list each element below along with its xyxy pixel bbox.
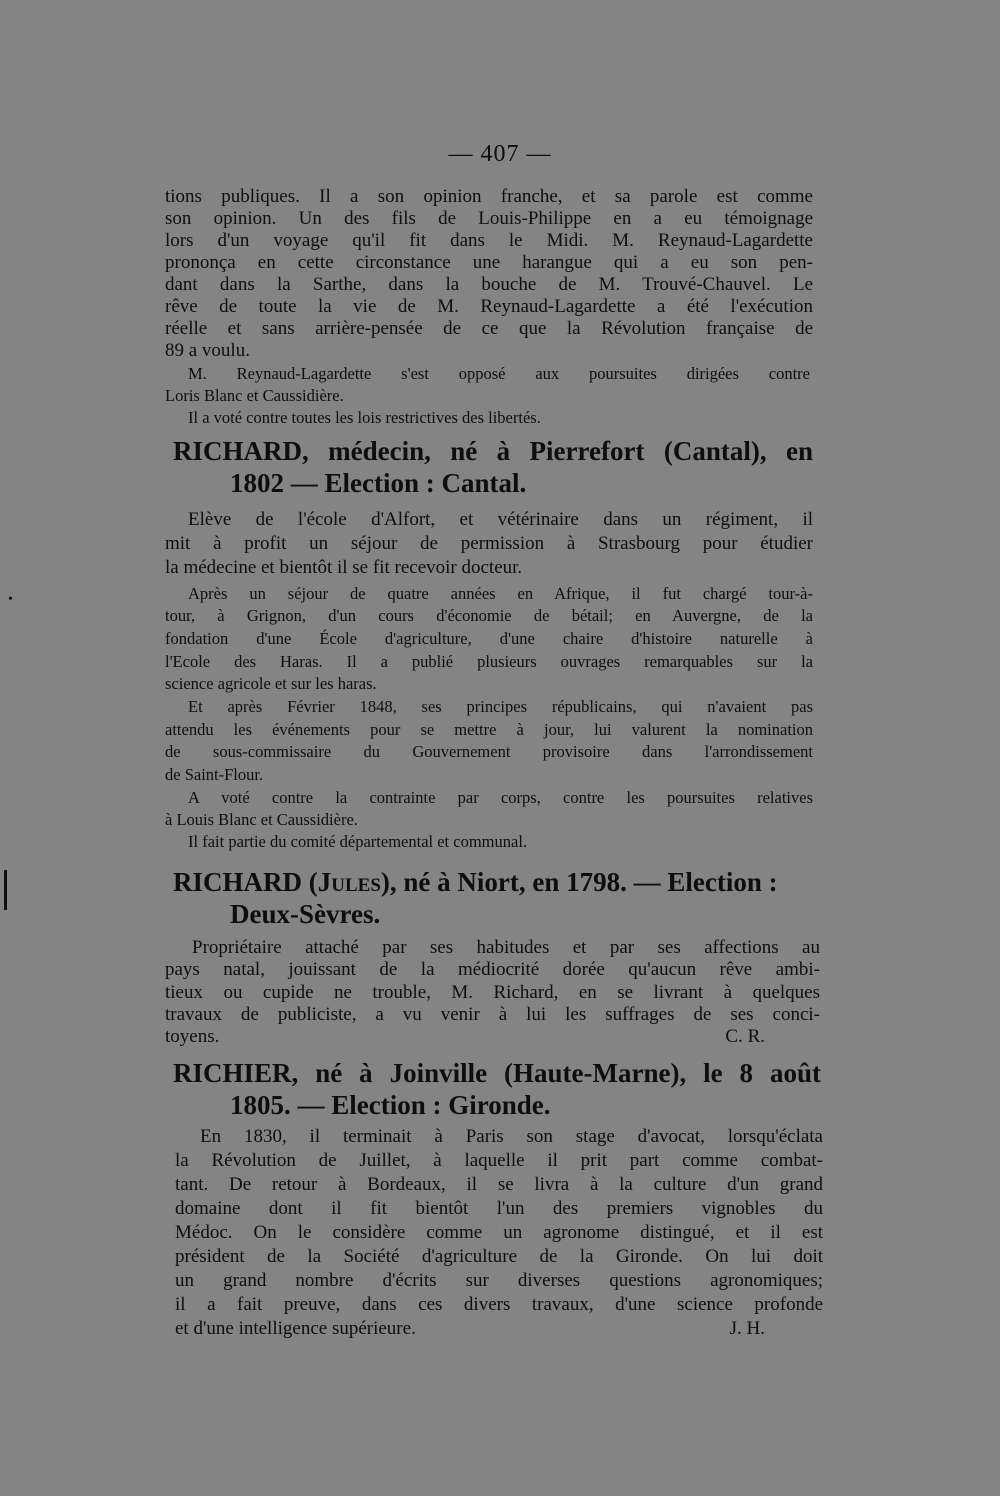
text-line: de sous-commissaire du Gouvernement provisoire dans l'arrondissement bbox=[165, 742, 813, 761]
text-line: la Révolution de Juillet, à laquelle il prit part comme combat- bbox=[175, 1150, 823, 1171]
text-line: tour, à Grignon, d'un cours d'économie de bétail; en Auvergne, de la bbox=[165, 606, 813, 625]
entry-heading-richard-jules-line2: Deux-Sèvres. bbox=[230, 899, 381, 929]
text-line: tieux ou cupide ne trouble, M. Richard, en se livrant à quelques bbox=[165, 982, 820, 1003]
heading-first-name: Jules bbox=[317, 867, 381, 897]
text-line: pays natal, jouissant de la médiocrité dorée qu'aucun rêve ambi- bbox=[165, 959, 820, 980]
signature: C. R. bbox=[725, 1026, 765, 1047]
scan-edge-mark bbox=[4, 870, 7, 910]
text-line: Loris Blanc et Caussidière. bbox=[165, 386, 344, 405]
entry-heading-richard-line2: 1802 — Election : Cantal. bbox=[230, 468, 527, 498]
text-line: Il a voté contre toutes les lois restrictives des libertés. bbox=[188, 408, 541, 427]
text-line-end: toyens. bbox=[165, 1026, 220, 1047]
text-line: mit à profit un séjour de permission à Strasbourg pour étudier bbox=[165, 533, 813, 554]
text-line: l'Ecole des Haras. Il a publié plusieurs ouvrages remarquables sur la bbox=[165, 652, 813, 671]
text-line: dant dans la Sarthe, dans la bouche de M. Trouvé-Chauvel. Le bbox=[165, 274, 813, 295]
text-line: un grand nombre d'écrits sur diverses questions agronomiques; bbox=[175, 1270, 823, 1291]
heading-rest: ), né à Niort, en 1798. — Election : bbox=[380, 867, 778, 897]
text-line: la médecine et bientôt il se fit recevoir docteur. bbox=[165, 557, 523, 578]
heading-name: RICHARD ( bbox=[173, 867, 318, 897]
text-line: Médoc. On le considère comme un agronome distingué, et il est bbox=[175, 1222, 823, 1243]
text-line: M. Reynaud-Lagardette s'est opposé aux poursuites dirigées contre bbox=[188, 364, 810, 383]
text-line: son opinion. Un des fils de Louis-Philippe en a eu témoignage bbox=[165, 208, 813, 229]
text-line: lors d'un voyage qu'il fit dans le Midi. M. Reynaud-Lagardette bbox=[165, 230, 813, 251]
page-number: — 407 — bbox=[448, 141, 552, 167]
text-line-end: et d'une intelligence supérieure. bbox=[175, 1318, 416, 1339]
text-line: à Louis Blanc et Caussidière. bbox=[165, 810, 358, 829]
text-line: président de la Société d'agriculture de la Gironde. On lui doit bbox=[175, 1246, 823, 1267]
text-line: de Saint-Flour. bbox=[165, 765, 264, 784]
text-line: travaux de publiciste, a vu venir à lui les suffrages de ses conci- bbox=[165, 1004, 820, 1025]
text-line: Propriétaire attaché par ses habitudes et par ses affections au bbox=[192, 937, 820, 958]
text-line: fondation d'une École d'agriculture, d'une chaire d'histoire naturelle à bbox=[165, 629, 813, 648]
text-line bbox=[165, 1026, 765, 1048]
text-line: tant. De retour à Bordeaux, il se livra à la culture d'un grand bbox=[175, 1174, 823, 1195]
text-line: Et après Février 1848, ses principes républicains, qui n'avaient pas bbox=[188, 697, 813, 716]
text-line: Après un séjour de quatre années en Afrique, il fut chargé tour-à- bbox=[188, 584, 813, 603]
text-line: attendu les événements pour se mettre à jour, lui valurent la nomination bbox=[165, 720, 813, 739]
signature: J. H. bbox=[729, 1318, 765, 1339]
text-line: tions publiques. Il a son opinion franche, et sa parole est comme bbox=[165, 186, 813, 207]
text-line: prononça en cette circonstance une harangue qui a eu son pen- bbox=[165, 252, 813, 273]
text-line: il a fait preuve, dans ces divers travaux, d'une science profonde bbox=[175, 1294, 823, 1315]
text-line: rêve de toute la vie de M. Reynaud-Lagardette a été l'exécution bbox=[165, 296, 813, 317]
text-line: Elève de l'école d'Alfort, et vétérinaire dans un régiment, il bbox=[188, 509, 813, 530]
entry-heading-richier-line2: 1805. — Election : Gironde. bbox=[230, 1090, 551, 1120]
text-line: domaine dont il fit bientôt l'un des premiers vignobles du bbox=[175, 1198, 823, 1219]
entry-heading-richard-jules bbox=[173, 867, 813, 898]
text-line: 89 a voulu. bbox=[165, 340, 250, 361]
text-line: science agricole et sur les haras. bbox=[165, 674, 377, 693]
entry-heading-richier: RICHIER, né à Joinville (Haute-Marne), le 8 août bbox=[173, 1058, 821, 1088]
text-line bbox=[175, 1318, 765, 1340]
entry-heading-richard: RICHARD, médecin, né à Pierrefort (Cantal), en bbox=[173, 436, 813, 466]
text-line: A voté contre la contrainte par corps, contre les poursuites relatives bbox=[188, 788, 813, 807]
text-line: En 1830, il terminait à Paris son stage d'avocat, lorsqu'éclata bbox=[200, 1126, 823, 1147]
scan-speck: • bbox=[8, 592, 13, 607]
text-line: Il fait partie du comité départemental et communal. bbox=[188, 832, 528, 851]
text-line: réelle et sans arrière-pensée de ce que la Révolution française de bbox=[165, 318, 813, 339]
